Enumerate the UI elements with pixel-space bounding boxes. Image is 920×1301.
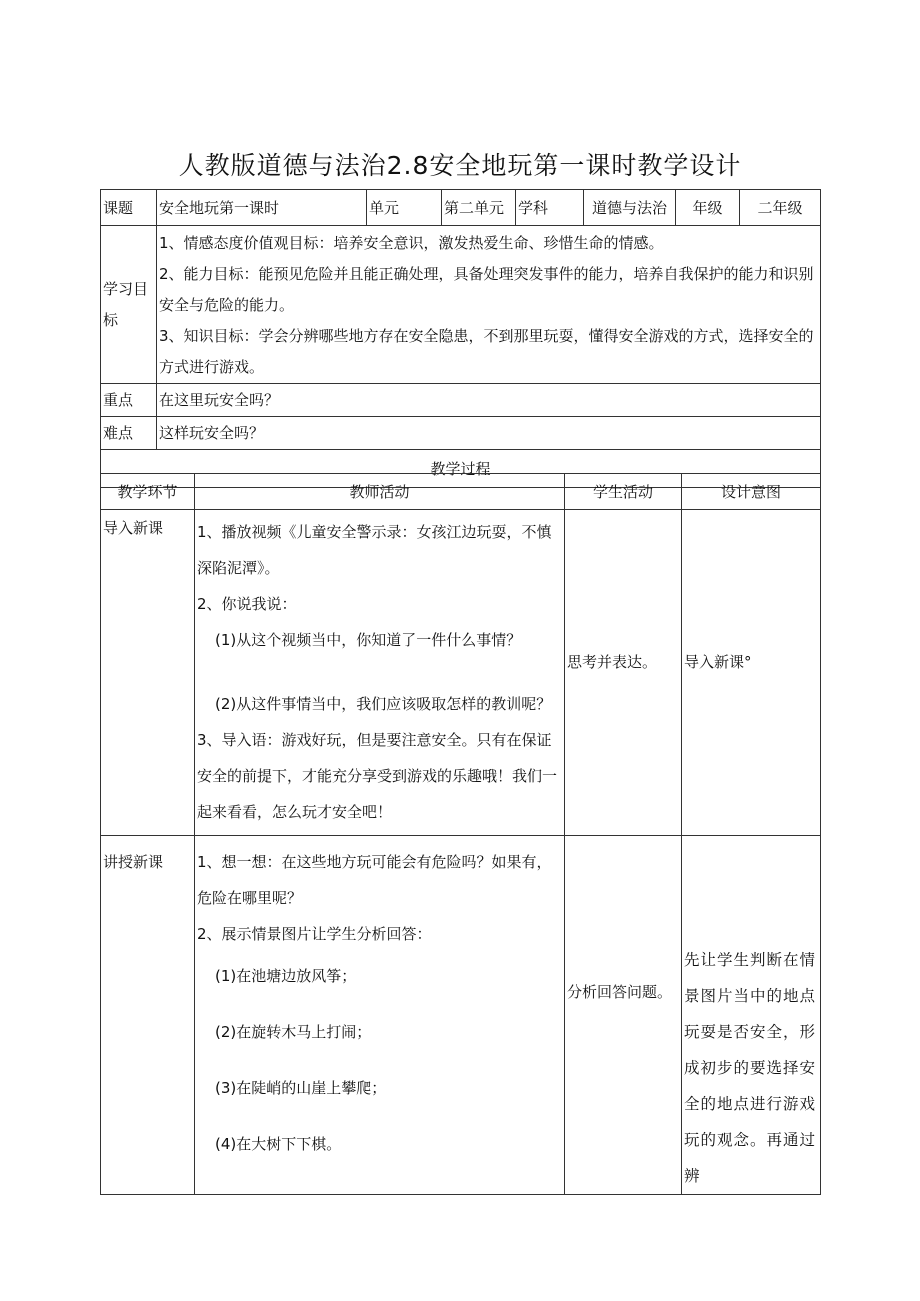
objective-item: 2、能力目标：能预见危险并且能正确处理，具备处理突发事件的能力，培养自我保护的能力和识别安全与危险的能力。 (159, 265, 814, 314)
objectives-content (157, 226, 821, 384)
column-header: 设计意图 (682, 474, 821, 510)
process-title: 教学过程 (101, 450, 821, 488)
table-row (101, 836, 821, 1195)
teacher-step: 1、想一想：在这些地方玩可能会有危险吗？如果有，危险在哪里呢？ (197, 853, 552, 907)
lesson-info-table (100, 189, 821, 488)
design-intent-cell: 导入新课° (682, 510, 821, 836)
table-row (101, 510, 821, 836)
teacher-activity-cell (195, 836, 565, 1195)
teacher-step: 2、你说我说： (197, 595, 297, 613)
teacher-sub-step: (3)在陡峭的山崖上攀爬； (215, 1079, 387, 1097)
grade-value: 二年级 (740, 190, 821, 226)
document-title: 人教版道德与法治2.8安全地玩第一课时教学设计 (178, 151, 742, 180)
difficulty-value: 这样玩安全吗？ (157, 417, 821, 450)
design-intent-cell: 先让学生判断在情景图片当中的地点玩耍是否安全，形成初步的要选择安全的地点进行游戏玩的观念。再通过辨 (682, 836, 821, 1195)
teacher-step: 3、导入语：游戏好玩，但是要注意安全。只有在保证安全的前提下，才能充分享受到游戏的乐趣哦！我们一起来看看，怎么玩才安全吧！ (197, 731, 558, 821)
teacher-sub-step: (4)在大树下下棋。 (215, 1135, 342, 1153)
unit-label: 单元 (367, 190, 442, 226)
objective-item: 3、知识目标：学会分辨哪些地方存在安全隐患，不到那里玩耍，懂得安全游戏的方式，选择安全的方式进行游戏。 (159, 327, 814, 376)
column-header: 教师活动 (195, 474, 565, 510)
stage-cell: 讲授新课 (101, 836, 195, 1195)
key-point-value: 在这里玩安全吗？ (157, 384, 821, 417)
topic-value: 安全地玩第一课时 (157, 190, 367, 226)
grade-label: 年级 (676, 190, 740, 226)
column-header: 学生活动 (565, 474, 682, 510)
column-header: 教学环节 (101, 474, 195, 510)
topic-label: 课题 (101, 190, 157, 226)
objectives-label: 学习目标 (101, 226, 157, 384)
teacher-activity-cell (195, 510, 565, 836)
stage-cell: 导入新课 (101, 510, 195, 836)
teacher-step: 1、播放视频《儿童安全警示录：女孩江边玩耍，不慎深陷泥潭》。 (197, 523, 552, 577)
subject-value: 道德与法治 (584, 190, 676, 226)
key-point-label: 重点 (101, 384, 157, 417)
subject-label: 学科 (516, 190, 584, 226)
objective-item: 1、情感态度价值观目标：培养安全意识，激发热爱生命、珍惜生命的情感。 (159, 234, 664, 252)
teacher-step: 2、展示情景图片让学生分析回答： (197, 925, 432, 943)
teacher-sub-step: (1)在池塘边放风筝； (215, 967, 357, 985)
teacher-sub-step: (1)从这个视频当中，你知道了一件什么事情？ (215, 631, 522, 649)
unit-value: 第二单元 (442, 190, 516, 226)
difficulty-label: 难点 (101, 417, 157, 450)
teacher-sub-step: (2)在旋转木马上打闹； (215, 1023, 372, 1041)
teacher-sub-step: (2)从这件事情当中，我们应该吸取怎样的教训呢？ (215, 695, 552, 713)
student-activity-cell: 思考并表达。 (565, 510, 682, 836)
teaching-process-table (100, 473, 821, 1195)
student-activity-cell: 分析回答问题。 (565, 836, 682, 1195)
